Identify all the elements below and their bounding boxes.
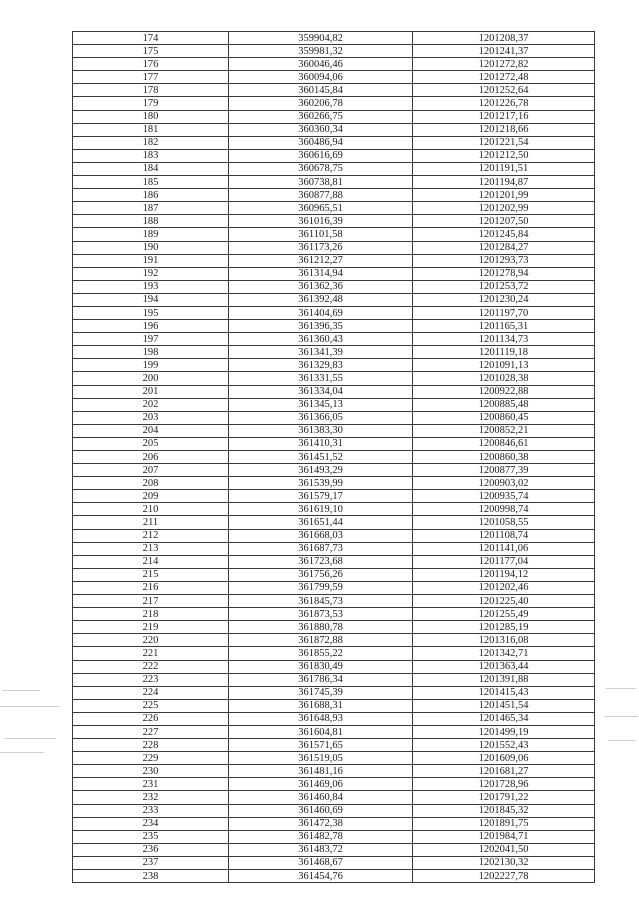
scan-mark-left bbox=[4, 738, 56, 739]
y-coordinate-cell: 1200903,02 bbox=[413, 477, 595, 490]
point-number-cell: 216 bbox=[73, 581, 229, 594]
y-coordinate-cell: 1201202,99 bbox=[413, 202, 595, 215]
point-number-cell: 198 bbox=[73, 346, 229, 359]
y-coordinate-cell: 1200852,21 bbox=[413, 424, 595, 437]
y-coordinate-cell: 1201984,71 bbox=[413, 830, 595, 843]
x-coordinate-cell: 361482,78 bbox=[229, 830, 413, 843]
y-coordinate-cell: 1201609,06 bbox=[413, 752, 595, 765]
y-coordinate-cell: 1201316,08 bbox=[413, 634, 595, 647]
x-coordinate-cell: 361481,16 bbox=[229, 765, 413, 778]
table-row bbox=[73, 346, 595, 359]
x-coordinate-cell: 360145,84 bbox=[229, 84, 413, 97]
x-coordinate-cell: 360046,46 bbox=[229, 58, 413, 71]
y-coordinate-cell: 1201218,66 bbox=[413, 123, 595, 136]
table-row bbox=[73, 32, 595, 45]
table-row bbox=[73, 451, 595, 464]
point-number-cell: 221 bbox=[73, 647, 229, 660]
y-coordinate-cell: 1201465,34 bbox=[413, 712, 595, 725]
x-coordinate-cell: 361619,10 bbox=[229, 503, 413, 516]
table-row bbox=[73, 568, 595, 581]
scan-mark-left bbox=[0, 752, 44, 753]
point-number-cell: 193 bbox=[73, 280, 229, 293]
x-coordinate-cell: 361668,03 bbox=[229, 529, 413, 542]
x-coordinate-cell: 361539,99 bbox=[229, 477, 413, 490]
x-coordinate-cell: 361334,04 bbox=[229, 385, 413, 398]
table-row bbox=[73, 477, 595, 490]
y-coordinate-cell: 1201194,12 bbox=[413, 568, 595, 581]
table-row bbox=[73, 202, 595, 215]
y-coordinate-cell: 1201891,75 bbox=[413, 817, 595, 830]
x-coordinate-cell: 360678,75 bbox=[229, 162, 413, 175]
point-number-cell: 227 bbox=[73, 725, 229, 738]
y-coordinate-cell: 1201208,37 bbox=[413, 32, 595, 45]
point-number-cell: 184 bbox=[73, 162, 229, 175]
point-number-cell: 197 bbox=[73, 333, 229, 346]
x-coordinate-cell: 361687,73 bbox=[229, 542, 413, 555]
x-coordinate-cell: 361571,65 bbox=[229, 739, 413, 752]
x-coordinate-cell: 361460,69 bbox=[229, 804, 413, 817]
point-number-cell: 224 bbox=[73, 686, 229, 699]
table-row bbox=[73, 843, 595, 856]
scan-mark-right bbox=[606, 688, 636, 689]
table-row bbox=[73, 765, 595, 778]
table-row bbox=[73, 254, 595, 267]
y-coordinate-cell: 1201845,32 bbox=[413, 804, 595, 817]
x-coordinate-cell: 361460,84 bbox=[229, 791, 413, 804]
coordinate-sheet bbox=[72, 31, 594, 883]
x-coordinate-cell: 361329,83 bbox=[229, 359, 413, 372]
y-coordinate-cell: 1201499,19 bbox=[413, 725, 595, 738]
point-number-cell: 176 bbox=[73, 58, 229, 71]
x-coordinate-cell: 361651,44 bbox=[229, 516, 413, 529]
y-coordinate-cell: 1201255,49 bbox=[413, 608, 595, 621]
y-coordinate-cell: 1201728,96 bbox=[413, 778, 595, 791]
table-row bbox=[73, 372, 595, 385]
point-number-cell: 186 bbox=[73, 189, 229, 202]
table-row bbox=[73, 752, 595, 765]
x-coordinate-cell: 361756,26 bbox=[229, 568, 413, 581]
coordinate-table bbox=[72, 31, 595, 883]
y-coordinate-cell: 1202130,32 bbox=[413, 856, 595, 869]
point-number-cell: 179 bbox=[73, 97, 229, 110]
x-coordinate-cell: 361745,39 bbox=[229, 686, 413, 699]
y-coordinate-cell: 1201681,27 bbox=[413, 765, 595, 778]
point-number-cell: 205 bbox=[73, 437, 229, 450]
y-coordinate-cell: 1201202,46 bbox=[413, 581, 595, 594]
table-row bbox=[73, 830, 595, 843]
table-row bbox=[73, 870, 595, 883]
y-coordinate-cell: 1201225,40 bbox=[413, 595, 595, 608]
point-number-cell: 235 bbox=[73, 830, 229, 843]
point-number-cell: 210 bbox=[73, 503, 229, 516]
table-row bbox=[73, 712, 595, 725]
x-coordinate-cell: 361880,78 bbox=[229, 621, 413, 634]
y-coordinate-cell: 1201342,71 bbox=[413, 647, 595, 660]
x-coordinate-cell: 361383,30 bbox=[229, 424, 413, 437]
point-number-cell: 182 bbox=[73, 136, 229, 149]
x-coordinate-cell: 360266,75 bbox=[229, 110, 413, 123]
x-coordinate-cell: 361366,05 bbox=[229, 411, 413, 424]
point-number-cell: 195 bbox=[73, 306, 229, 319]
x-coordinate-cell: 361723,68 bbox=[229, 555, 413, 568]
y-coordinate-cell: 1200877,39 bbox=[413, 464, 595, 477]
y-coordinate-cell: 1201245,84 bbox=[413, 228, 595, 241]
point-number-cell: 218 bbox=[73, 608, 229, 621]
table-row bbox=[73, 71, 595, 84]
x-coordinate-cell: 361799,59 bbox=[229, 581, 413, 594]
x-coordinate-cell: 361341,39 bbox=[229, 346, 413, 359]
point-number-cell: 234 bbox=[73, 817, 229, 830]
point-number-cell: 219 bbox=[73, 621, 229, 634]
table-row bbox=[73, 110, 595, 123]
x-coordinate-cell: 361469,06 bbox=[229, 778, 413, 791]
y-coordinate-cell: 1201791,22 bbox=[413, 791, 595, 804]
table-row bbox=[73, 176, 595, 189]
point-number-cell: 231 bbox=[73, 778, 229, 791]
x-coordinate-cell: 361314,94 bbox=[229, 267, 413, 280]
table-row bbox=[73, 267, 595, 280]
point-number-cell: 207 bbox=[73, 464, 229, 477]
point-number-cell: 225 bbox=[73, 699, 229, 712]
x-coordinate-cell: 360877,88 bbox=[229, 189, 413, 202]
table-row bbox=[73, 595, 595, 608]
table-row bbox=[73, 634, 595, 647]
y-coordinate-cell: 1201293,73 bbox=[413, 254, 595, 267]
y-coordinate-cell: 1200998,74 bbox=[413, 503, 595, 516]
table-row bbox=[73, 424, 595, 437]
x-coordinate-cell: 361872,88 bbox=[229, 634, 413, 647]
x-coordinate-cell: 359981,32 bbox=[229, 45, 413, 58]
y-coordinate-cell: 1201278,94 bbox=[413, 267, 595, 280]
x-coordinate-cell: 361472,38 bbox=[229, 817, 413, 830]
point-number-cell: 222 bbox=[73, 660, 229, 673]
table-row bbox=[73, 490, 595, 503]
point-number-cell: 203 bbox=[73, 411, 229, 424]
point-number-cell: 192 bbox=[73, 267, 229, 280]
point-number-cell: 228 bbox=[73, 739, 229, 752]
table-row bbox=[73, 241, 595, 254]
table-row bbox=[73, 45, 595, 58]
y-coordinate-cell: 1201253,72 bbox=[413, 280, 595, 293]
y-coordinate-cell: 1201091,13 bbox=[413, 359, 595, 372]
point-number-cell: 217 bbox=[73, 595, 229, 608]
y-coordinate-cell: 1201134,73 bbox=[413, 333, 595, 346]
table-row bbox=[73, 58, 595, 71]
y-coordinate-cell: 1200860,45 bbox=[413, 411, 595, 424]
x-coordinate-cell: 361579,17 bbox=[229, 490, 413, 503]
y-coordinate-cell: 1201058,55 bbox=[413, 516, 595, 529]
scan-mark-left bbox=[2, 690, 40, 691]
table-row bbox=[73, 673, 595, 686]
point-number-cell: 213 bbox=[73, 542, 229, 555]
table-row bbox=[73, 542, 595, 555]
table-row bbox=[73, 856, 595, 869]
y-coordinate-cell: 1201552,43 bbox=[413, 739, 595, 752]
point-number-cell: 187 bbox=[73, 202, 229, 215]
table-row bbox=[73, 647, 595, 660]
point-number-cell: 178 bbox=[73, 84, 229, 97]
table-row bbox=[73, 189, 595, 202]
point-number-cell: 230 bbox=[73, 765, 229, 778]
x-coordinate-cell: 361483,72 bbox=[229, 843, 413, 856]
x-coordinate-cell: 361786,34 bbox=[229, 673, 413, 686]
y-coordinate-cell: 1201119,18 bbox=[413, 346, 595, 359]
x-coordinate-cell: 361016,39 bbox=[229, 215, 413, 228]
point-number-cell: 202 bbox=[73, 398, 229, 411]
table-row bbox=[73, 660, 595, 673]
x-coordinate-cell: 361468,67 bbox=[229, 856, 413, 869]
x-coordinate-cell: 360965,51 bbox=[229, 202, 413, 215]
y-coordinate-cell: 1201191,51 bbox=[413, 162, 595, 175]
y-coordinate-cell: 1201201,99 bbox=[413, 189, 595, 202]
point-number-cell: 211 bbox=[73, 516, 229, 529]
table-row bbox=[73, 791, 595, 804]
x-coordinate-cell: 361688,31 bbox=[229, 699, 413, 712]
y-coordinate-cell: 1202041,50 bbox=[413, 843, 595, 856]
x-coordinate-cell: 361451,52 bbox=[229, 451, 413, 464]
table-row bbox=[73, 162, 595, 175]
point-number-cell: 201 bbox=[73, 385, 229, 398]
x-coordinate-cell: 361101,58 bbox=[229, 228, 413, 241]
x-coordinate-cell: 361404,69 bbox=[229, 306, 413, 319]
point-number-cell: 189 bbox=[73, 228, 229, 241]
point-number-cell: 212 bbox=[73, 529, 229, 542]
point-number-cell: 209 bbox=[73, 490, 229, 503]
point-number-cell: 236 bbox=[73, 843, 229, 856]
y-coordinate-cell: 1201284,27 bbox=[413, 241, 595, 254]
y-coordinate-cell: 1201451,54 bbox=[413, 699, 595, 712]
point-number-cell: 200 bbox=[73, 372, 229, 385]
point-number-cell: 181 bbox=[73, 123, 229, 136]
y-coordinate-cell: 1200885,48 bbox=[413, 398, 595, 411]
point-number-cell: 208 bbox=[73, 477, 229, 490]
x-coordinate-cell: 361360,43 bbox=[229, 333, 413, 346]
table-row bbox=[73, 739, 595, 752]
coordinate-table-body bbox=[73, 32, 595, 883]
y-coordinate-cell: 1201165,31 bbox=[413, 320, 595, 333]
x-coordinate-cell: 361331,55 bbox=[229, 372, 413, 385]
table-row bbox=[73, 306, 595, 319]
table-row bbox=[73, 320, 595, 333]
table-row bbox=[73, 411, 595, 424]
x-coordinate-cell: 361212,27 bbox=[229, 254, 413, 267]
y-coordinate-cell: 1200935,74 bbox=[413, 490, 595, 503]
table-row bbox=[73, 529, 595, 542]
table-row bbox=[73, 817, 595, 830]
point-number-cell: 188 bbox=[73, 215, 229, 228]
point-number-cell: 180 bbox=[73, 110, 229, 123]
table-row bbox=[73, 555, 595, 568]
point-number-cell: 233 bbox=[73, 804, 229, 817]
y-coordinate-cell: 1202227,78 bbox=[413, 870, 595, 883]
x-coordinate-cell: 360360,34 bbox=[229, 123, 413, 136]
table-row bbox=[73, 84, 595, 97]
y-coordinate-cell: 1200846,61 bbox=[413, 437, 595, 450]
y-coordinate-cell: 1201212,50 bbox=[413, 149, 595, 162]
x-coordinate-cell: 361648,93 bbox=[229, 712, 413, 725]
point-number-cell: 177 bbox=[73, 71, 229, 84]
y-coordinate-cell: 1201363,44 bbox=[413, 660, 595, 673]
table-row bbox=[73, 228, 595, 241]
table-row bbox=[73, 333, 595, 346]
scan-mark-left bbox=[0, 706, 60, 707]
y-coordinate-cell: 1201177,04 bbox=[413, 555, 595, 568]
point-number-cell: 204 bbox=[73, 424, 229, 437]
x-coordinate-cell: 361345,13 bbox=[229, 398, 413, 411]
table-row bbox=[73, 581, 595, 594]
x-coordinate-cell: 361392,48 bbox=[229, 293, 413, 306]
x-coordinate-cell: 361519,05 bbox=[229, 752, 413, 765]
y-coordinate-cell: 1200922,88 bbox=[413, 385, 595, 398]
table-row bbox=[73, 608, 595, 621]
y-coordinate-cell: 1201230,24 bbox=[413, 293, 595, 306]
x-coordinate-cell: 361173,26 bbox=[229, 241, 413, 254]
scan-mark-right bbox=[604, 716, 638, 717]
x-coordinate-cell: 360738,81 bbox=[229, 176, 413, 189]
y-coordinate-cell: 1201391,88 bbox=[413, 673, 595, 686]
y-coordinate-cell: 1201207,50 bbox=[413, 215, 595, 228]
scan-mark-right bbox=[608, 740, 636, 741]
x-coordinate-cell: 361855,22 bbox=[229, 647, 413, 660]
table-row bbox=[73, 293, 595, 306]
y-coordinate-cell: 1201197,70 bbox=[413, 306, 595, 319]
y-coordinate-cell: 1201108,74 bbox=[413, 529, 595, 542]
x-coordinate-cell: 360206,78 bbox=[229, 97, 413, 110]
x-coordinate-cell: 361604,81 bbox=[229, 725, 413, 738]
table-row bbox=[73, 280, 595, 293]
point-number-cell: 223 bbox=[73, 673, 229, 686]
table-row bbox=[73, 503, 595, 516]
x-coordinate-cell: 360486,94 bbox=[229, 136, 413, 149]
table-row bbox=[73, 778, 595, 791]
point-number-cell: 206 bbox=[73, 451, 229, 464]
table-row bbox=[73, 123, 595, 136]
x-coordinate-cell: 361410,31 bbox=[229, 437, 413, 450]
point-number-cell: 229 bbox=[73, 752, 229, 765]
point-number-cell: 196 bbox=[73, 320, 229, 333]
table-row bbox=[73, 621, 595, 634]
point-number-cell: 232 bbox=[73, 791, 229, 804]
table-row bbox=[73, 136, 595, 149]
table-row bbox=[73, 686, 595, 699]
y-coordinate-cell: 1201141,06 bbox=[413, 542, 595, 555]
y-coordinate-cell: 1201252,64 bbox=[413, 84, 595, 97]
y-coordinate-cell: 1201415,43 bbox=[413, 686, 595, 699]
table-row bbox=[73, 804, 595, 817]
x-coordinate-cell: 361845,73 bbox=[229, 595, 413, 608]
table-row bbox=[73, 359, 595, 372]
y-coordinate-cell: 1201028,38 bbox=[413, 372, 595, 385]
y-coordinate-cell: 1201226,78 bbox=[413, 97, 595, 110]
y-coordinate-cell: 1200860,38 bbox=[413, 451, 595, 464]
point-number-cell: 190 bbox=[73, 241, 229, 254]
point-number-cell: 237 bbox=[73, 856, 229, 869]
x-coordinate-cell: 361362,36 bbox=[229, 280, 413, 293]
table-row bbox=[73, 215, 595, 228]
x-coordinate-cell: 360616,69 bbox=[229, 149, 413, 162]
point-number-cell: 220 bbox=[73, 634, 229, 647]
point-number-cell: 226 bbox=[73, 712, 229, 725]
table-row bbox=[73, 398, 595, 411]
table-row bbox=[73, 699, 595, 712]
x-coordinate-cell: 361454,76 bbox=[229, 870, 413, 883]
table-row bbox=[73, 97, 595, 110]
table-row bbox=[73, 516, 595, 529]
point-number-cell: 238 bbox=[73, 870, 229, 883]
y-coordinate-cell: 1201221,54 bbox=[413, 136, 595, 149]
y-coordinate-cell: 1201217,16 bbox=[413, 110, 595, 123]
point-number-cell: 191 bbox=[73, 254, 229, 267]
point-number-cell: 174 bbox=[73, 32, 229, 45]
point-number-cell: 214 bbox=[73, 555, 229, 568]
x-coordinate-cell: 361830,49 bbox=[229, 660, 413, 673]
point-number-cell: 199 bbox=[73, 359, 229, 372]
point-number-cell: 215 bbox=[73, 568, 229, 581]
x-coordinate-cell: 361873,53 bbox=[229, 608, 413, 621]
point-number-cell: 185 bbox=[73, 176, 229, 189]
x-coordinate-cell: 360094,06 bbox=[229, 71, 413, 84]
point-number-cell: 194 bbox=[73, 293, 229, 306]
x-coordinate-cell: 361493,29 bbox=[229, 464, 413, 477]
y-coordinate-cell: 1201272,82 bbox=[413, 58, 595, 71]
x-coordinate-cell: 361396,35 bbox=[229, 320, 413, 333]
y-coordinate-cell: 1201241,37 bbox=[413, 45, 595, 58]
table-row bbox=[73, 464, 595, 477]
table-row bbox=[73, 725, 595, 738]
y-coordinate-cell: 1201194,87 bbox=[413, 176, 595, 189]
x-coordinate-cell: 359904,82 bbox=[229, 32, 413, 45]
y-coordinate-cell: 1201285,19 bbox=[413, 621, 595, 634]
table-row bbox=[73, 385, 595, 398]
table-row bbox=[73, 149, 595, 162]
table-row bbox=[73, 437, 595, 450]
point-number-cell: 183 bbox=[73, 149, 229, 162]
y-coordinate-cell: 1201272,48 bbox=[413, 71, 595, 84]
point-number-cell: 175 bbox=[73, 45, 229, 58]
